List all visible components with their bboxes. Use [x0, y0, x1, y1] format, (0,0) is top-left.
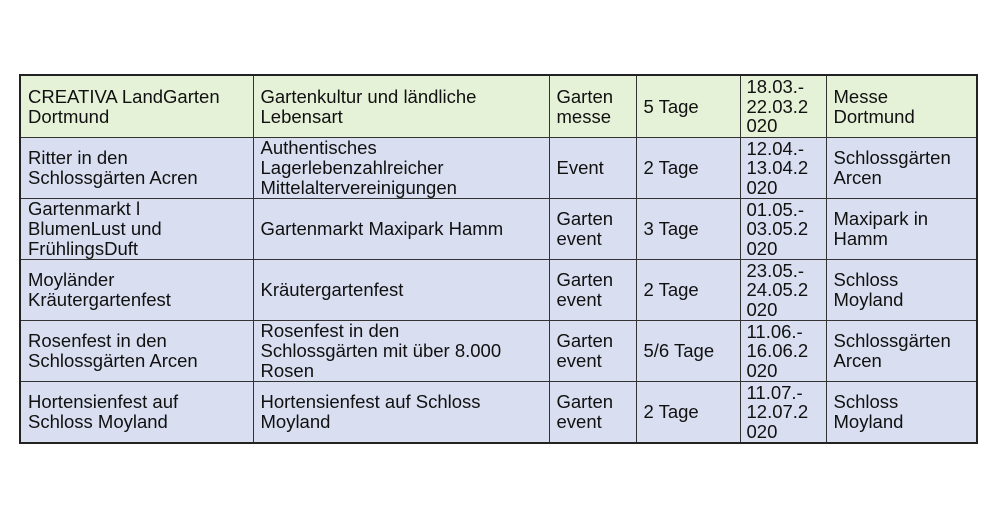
event-type-cell-line: Garten [556, 269, 614, 290]
event-date-cell-line: 11.07.- [746, 381, 803, 403]
event-type-cell-line: event [556, 350, 602, 371]
event-date-cell-line: 020 [746, 359, 778, 381]
event-location-cell-line: Schloss [833, 391, 899, 412]
event-name-cell [20, 321, 253, 382]
event-name-cell-line: Ritter in den [28, 147, 128, 168]
event-description-cell-line: Lebensart [260, 105, 343, 127]
event-location-cell-line: Maxipark in [833, 208, 929, 229]
event-name-cell [20, 75, 253, 138]
event-duration-cell-line: 2 Tage [643, 279, 699, 300]
event-name-cell [20, 260, 253, 321]
event-date-cell-line: 12.07.2 [746, 401, 809, 423]
event-location-cell [826, 260, 977, 321]
event-description-cell [253, 382, 549, 444]
event-duration-cell [636, 382, 740, 444]
event-date-cell [740, 321, 826, 382]
event-duration-cell [636, 75, 740, 138]
event-location-cell [826, 75, 977, 138]
table-row [20, 382, 977, 444]
event-description-cell-line: Moyland [260, 411, 331, 432]
event-location-cell-line: Hamm [833, 228, 888, 249]
event-duration-cell [636, 260, 740, 321]
event-type-cell-line: Garten [556, 391, 614, 412]
event-date-cell-line: 22.03.2 [746, 95, 809, 117]
event-date-cell [740, 199, 826, 260]
event-name-cell-line: FrühlingsDuft [28, 238, 139, 259]
event-date-cell-line: 13.04.2 [746, 157, 809, 179]
event-date-cell-line: 24.05.2 [746, 279, 809, 301]
event-description-cell-line: Gartenkultur und ländliche [260, 85, 477, 107]
event-name-cell [20, 138, 253, 199]
event-description-cell-line: Schlossgärten mit über 8.000 [260, 340, 502, 361]
event-location-cell [826, 199, 977, 260]
events-table [19, 74, 978, 444]
event-date-cell-line: 23.05.- [746, 259, 805, 281]
event-duration-cell-line: 2 Tage [643, 401, 699, 422]
event-name-cell-line: Kräutergartenfest [28, 289, 171, 310]
event-type-cell [549, 199, 636, 260]
event-duration-cell-line: 2 Tage [643, 157, 699, 178]
event-location-cell-line: Messe [833, 85, 888, 107]
event-location-cell-line: Dortmund [833, 105, 915, 127]
event-date-cell-line: 020 [746, 176, 778, 198]
event-date-cell-line: 03.05.2 [746, 218, 809, 240]
event-description-cell-line: Gartenmarkt Maxipark Hamm [260, 218, 504, 239]
event-date-cell-line: 01.05.- [746, 198, 805, 220]
event-name-cell-line: BlumenLust und [28, 218, 162, 239]
event-name-cell-line: Schlossgärten Acren [28, 167, 198, 188]
event-type-cell [549, 382, 636, 444]
event-date-cell-line: 11.06.- [746, 320, 803, 342]
events-table-body [20, 75, 977, 443]
event-name-cell-line: Rosenfest in den [28, 330, 167, 351]
event-description-cell [253, 138, 549, 199]
event-location-cell-line: Schloss [833, 269, 899, 290]
event-location-cell-line: Schlossgärten [833, 147, 951, 168]
event-date-cell-line: 020 [746, 420, 778, 442]
table-row [20, 75, 977, 138]
table-row [20, 138, 977, 199]
event-type-cell-line: event [556, 411, 602, 432]
event-name-cell-line: Gartenmarkt l [28, 198, 141, 219]
event-location-cell-line: Moyland [833, 289, 904, 310]
event-description-cell-line: Authentisches [260, 137, 377, 158]
event-type-cell-line: Garten [556, 330, 614, 351]
event-type-cell-line: event [556, 228, 602, 249]
event-name-cell-line: Dortmund [28, 105, 110, 127]
event-description-cell-line: Kräutergartenfest [260, 279, 404, 300]
event-date-cell [740, 75, 826, 138]
event-type-cell [549, 260, 636, 321]
event-date-cell [740, 382, 826, 444]
event-type-cell [549, 321, 636, 382]
event-name-cell-line: Moyländer [28, 269, 115, 290]
event-name-cell-line: Schloss Moyland [28, 411, 168, 432]
event-description-cell [253, 321, 549, 382]
event-name-cell-line: Hortensienfest auf [28, 391, 179, 412]
event-type-cell [549, 75, 636, 138]
event-date-cell [740, 260, 826, 321]
event-duration-cell [636, 199, 740, 260]
event-location-cell-line: Moyland [833, 411, 904, 432]
event-duration-cell-line: 3 Tage [643, 218, 699, 239]
event-type-cell-line: event [556, 289, 602, 310]
event-location-cell [826, 321, 977, 382]
event-description-cell-line: Rosen [260, 360, 314, 381]
event-location-cell [826, 382, 977, 444]
event-location-cell-line: Arcen [833, 167, 882, 188]
event-type-cell-line: messe [556, 105, 611, 127]
event-name-cell [20, 199, 253, 260]
event-date-cell-line: 16.06.2 [746, 340, 809, 362]
event-description-cell-line: Rosenfest in den [260, 320, 400, 341]
event-description-cell-line: Lagerlebenzahlreicher [260, 157, 444, 178]
event-location-cell-line: Arcen [833, 350, 882, 371]
event-date-cell [740, 138, 826, 199]
event-name-cell [20, 382, 253, 444]
event-location-cell [826, 138, 977, 199]
table-row [20, 199, 977, 260]
table-row [20, 321, 977, 382]
event-date-cell-line: 020 [746, 115, 778, 137]
event-duration-cell [636, 138, 740, 199]
event-duration-cell-line: 5 Tage [643, 95, 699, 117]
event-description-cell [253, 199, 549, 260]
event-description-cell-line: Hortensienfest auf Schloss [260, 391, 481, 412]
event-date-cell-line: 12.04.- [746, 137, 805, 159]
event-type-cell-line: Garten [556, 208, 614, 229]
event-name-cell-line: Schlossgärten Arcen [28, 350, 198, 371]
event-duration-cell-line: 5/6 Tage [643, 340, 715, 361]
event-description-cell-line: Mittelaltervereinigungen [260, 177, 457, 198]
event-date-cell-line: 020 [746, 237, 778, 259]
event-date-cell-line: 020 [746, 298, 778, 320]
event-date-cell-line: 18.03.- [746, 76, 805, 98]
event-location-cell-line: Schlossgärten [833, 330, 951, 351]
event-duration-cell [636, 321, 740, 382]
event-description-cell [253, 75, 549, 138]
event-name-cell-line: CREATIVA LandGarten [28, 85, 220, 107]
event-type-cell-line: Garten [556, 85, 614, 107]
event-type-cell [549, 138, 636, 199]
table-row [20, 260, 977, 321]
event-description-cell [253, 260, 549, 321]
events-table-container [19, 74, 976, 444]
event-type-cell-line: Event [556, 157, 604, 178]
